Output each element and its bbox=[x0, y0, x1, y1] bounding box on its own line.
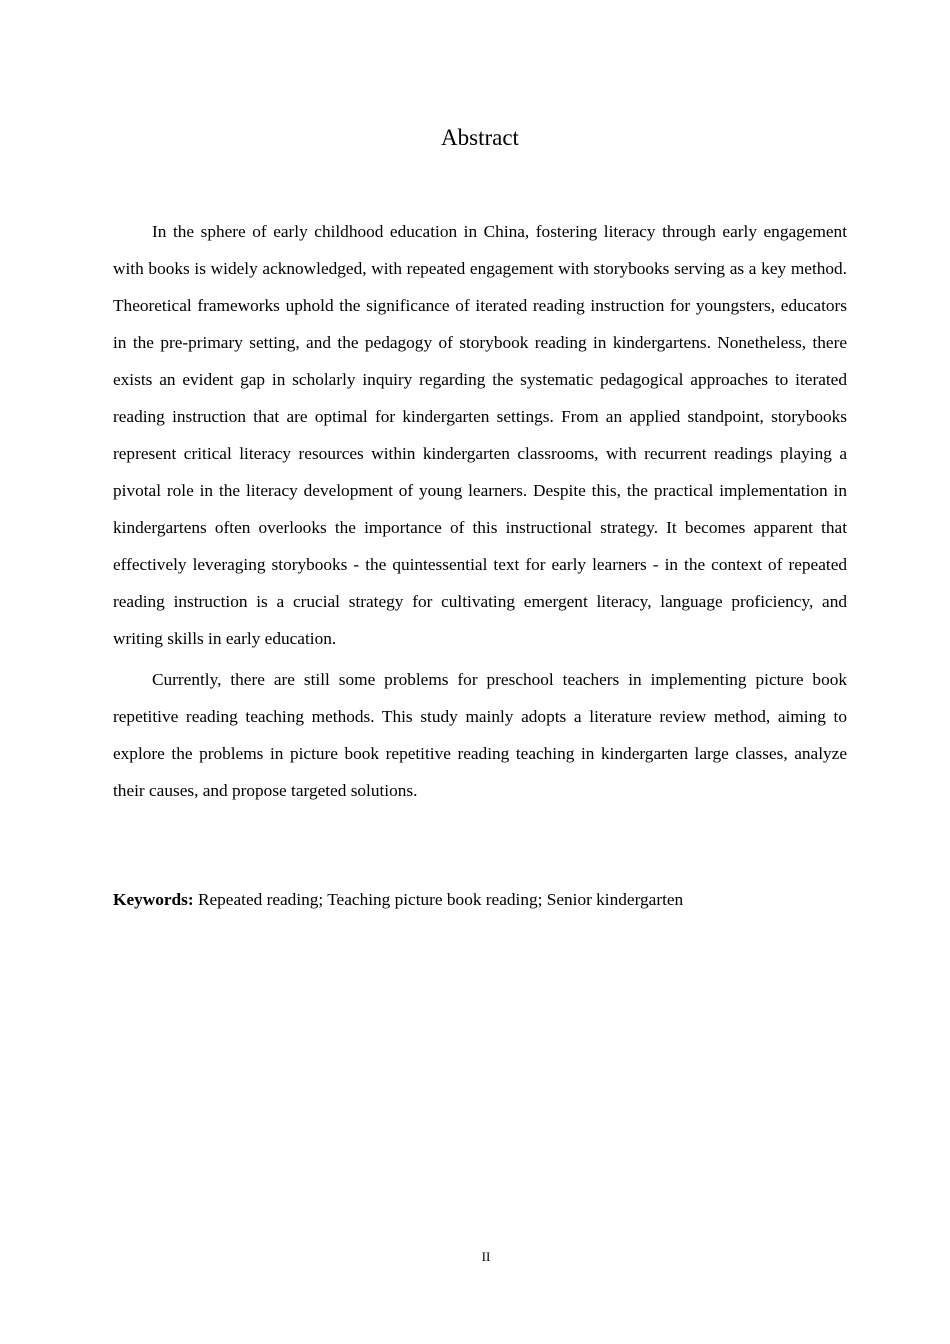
keywords-label: Keywords: bbox=[113, 890, 194, 909]
page-title: Abstract bbox=[441, 125, 519, 150]
page-number: II bbox=[481, 1249, 491, 1264]
abstract-paragraph-2: Currently, there are still some problems for preschool teachers in implementing picture book repetitive reading teaching methods. This study mainly adopts a literature review method, aiming to explore the problems in picture book repetitive reading teaching in kindergarten large classes, analyze their causes, and propose targeted solutions. bbox=[113, 670, 847, 800]
keywords-line bbox=[113, 883, 847, 917]
keywords-text: Repeated reading; Teaching picture book reading; Senior kindergarten bbox=[197, 890, 684, 909]
abstract-body bbox=[113, 213, 847, 813]
abstract-paragraph-1: In the sphere of early childhood education in China, fostering literacy through early engagement with books is widely acknowledged, with repeated engagement with storybooks serving as a key method. Theoretical frameworks uphold the significance of iterated reading instruction for youngsters, educators in the pre-primary setting, and the pedagogy of storybook reading in kindergartens. Nonetheless, there exists an evident gap in scholarly inquiry regarding the systematic pedagogical approaches to iterated reading instruction that are optimal for kindergarten settings. From an applied standpoint, storybooks represent critical literacy resources within kindergarten classrooms, with recurrent readings playing a pivotal role in the literacy development of young learners. Despite this, the practical implementation in kindergartens often overlooks the importance of this instructional strategy. It becomes apparent that effectively leveraging storybooks - the quintessential text for early learners - in the context of repeated reading instruction is a crucial strategy for cultivating emergent literacy, language proficiency, and writing skills in early education. bbox=[113, 222, 847, 648]
